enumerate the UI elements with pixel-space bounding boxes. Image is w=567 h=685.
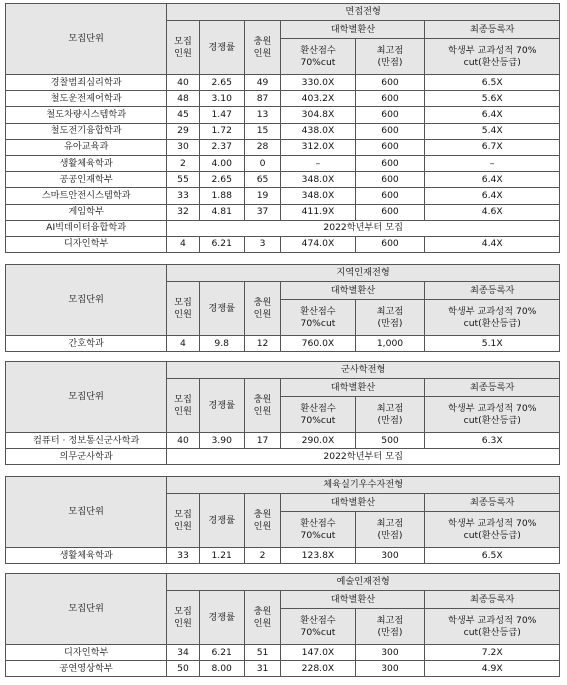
header-conversion-group: 대학별환산: [281, 21, 425, 39]
score-value: 228.0X: [281, 661, 355, 677]
unit-name: 의무군사학과: [6, 449, 167, 465]
header-max-line: 최고점: [376, 305, 404, 317]
score-value: 438.0X: [281, 123, 355, 139]
max-value: 1,000: [355, 336, 425, 352]
max-value: 500: [355, 433, 425, 449]
header-score-line: 70%cut: [300, 317, 336, 329]
added-value: 2: [244, 548, 281, 564]
section-title: 예술인재전형: [167, 574, 560, 591]
header-score-line: 70%cut: [300, 56, 336, 68]
section-table: [5, 3, 560, 253]
header-final: [425, 609, 560, 645]
score-value: 304.8X: [281, 107, 355, 123]
header-rate: 경쟁률: [199, 282, 244, 336]
final-value: –: [425, 155, 560, 171]
header-final: [425, 39, 560, 75]
header-score-line: 70%cut: [300, 414, 336, 426]
header-quota-line: 인원: [174, 520, 192, 532]
unit-name: 컴퓨터 · 정보통신군사학과: [6, 433, 167, 449]
header-max: [355, 397, 425, 433]
header-final: [425, 300, 560, 336]
table-row: [6, 548, 560, 564]
unit-name: 생활체육학과: [6, 548, 167, 564]
final-value: 6.4X: [425, 188, 560, 204]
score-value: 348.0X: [281, 172, 355, 188]
unit-name: AI빅데이터융합학과: [6, 220, 167, 236]
max-value: 600: [355, 236, 425, 252]
section-table: [5, 573, 560, 677]
table-row: [6, 172, 560, 188]
score-value: 348.0X: [281, 188, 355, 204]
header-added-line: 충원: [253, 296, 272, 308]
unit-name: 간호학과: [6, 336, 167, 352]
section-table: [5, 476, 560, 564]
header-score: [281, 609, 355, 645]
final-value: 7.2X: [425, 645, 560, 661]
quota-value: 33: [167, 548, 199, 564]
header-score-line: 환산점수: [300, 402, 336, 414]
header-conversion-group: 대학별환산: [281, 379, 425, 397]
rate-value: 3.10: [199, 91, 244, 107]
header-rate: 경쟁률: [199, 591, 244, 645]
header-added-line: 인원: [253, 520, 272, 532]
added-value: 49: [244, 75, 281, 91]
rate-value: 3.90: [199, 433, 244, 449]
max-value: 300: [355, 645, 425, 661]
header-unit: 모집단위: [6, 574, 167, 645]
header-added: [244, 591, 281, 645]
unit-name: 스마트안전시스템학과: [6, 188, 167, 204]
score-value: 330.0X: [281, 75, 355, 91]
header-max-line: 최고점: [376, 402, 404, 414]
final-value: 6.3X: [425, 433, 560, 449]
max-value: 600: [355, 123, 425, 139]
unit-name: 철도전기융합학과: [6, 123, 167, 139]
unit-name: 생활체육학과: [6, 155, 167, 171]
header-max-line: 최고점: [376, 614, 404, 626]
max-value: 600: [355, 204, 425, 220]
quota-value: 4: [167, 336, 199, 352]
header-max: [355, 300, 425, 336]
header-final-line: cut(환산등급): [463, 317, 521, 329]
added-value: 3: [244, 236, 281, 252]
score-value: 403.2X: [281, 91, 355, 107]
final-value: 4.6X: [425, 204, 560, 220]
header-final-line: cut(환산등급): [463, 414, 521, 426]
max-value: 600: [355, 188, 425, 204]
unit-name: 공연영상학부: [6, 661, 167, 677]
header-quota-line: 인원: [174, 47, 192, 59]
header-max-line: 최고점: [376, 44, 404, 56]
header-final-line: 학생부 교과성적 70%: [448, 305, 537, 317]
table-row: [6, 139, 560, 155]
header-score: [281, 300, 355, 336]
header-quota: [167, 282, 199, 336]
added-value: 28: [244, 139, 281, 155]
quota-value: 48: [167, 91, 199, 107]
quota-value: 55: [167, 172, 199, 188]
header-score-line: 환산점수: [300, 44, 336, 56]
score-value: 760.0X: [281, 336, 355, 352]
max-value: 600: [355, 91, 425, 107]
header-final-line: 학생부 교과성적 70%: [448, 614, 537, 626]
rate-value: 2.65: [199, 75, 244, 91]
added-value: 65: [244, 172, 281, 188]
header-final-group: 최종등록자: [425, 379, 560, 397]
final-value: 4.4X: [425, 236, 560, 252]
rate-value: 8.00: [199, 661, 244, 677]
table-row: [6, 336, 560, 352]
final-value: 5.6X: [425, 91, 560, 107]
header-unit: 모집단위: [6, 4, 167, 75]
header-max: [355, 39, 425, 75]
header-final: [425, 397, 560, 433]
added-value: 31: [244, 661, 281, 677]
rate-value: 4.00: [199, 155, 244, 171]
final-value: 6.4X: [425, 107, 560, 123]
score-value: 474.0X: [281, 236, 355, 252]
header-added: [244, 379, 281, 433]
header-added-line: 충원: [253, 393, 272, 405]
quota-value: 50: [167, 661, 199, 677]
rate-value: 1.88: [199, 188, 244, 204]
section-title: 지역인재전형: [167, 265, 560, 282]
max-value: 600: [355, 155, 425, 171]
header-added-line: 인원: [253, 47, 272, 59]
rate-value: 9.8: [199, 336, 244, 352]
header-final-line: 학생부 교과성적 70%: [448, 44, 537, 56]
header-quota: [167, 21, 199, 75]
score-value: –: [281, 155, 355, 171]
unit-name: 유아교육과: [6, 139, 167, 155]
quota-value: 40: [167, 75, 199, 91]
final-value: 6.4X: [425, 172, 560, 188]
unit-name: 공공인재학부: [6, 172, 167, 188]
unit-name: 디자인학부: [6, 236, 167, 252]
header-quota-line: 모집: [174, 296, 192, 308]
quota-value: 34: [167, 645, 199, 661]
header-max-line: (만점): [377, 414, 403, 426]
max-value: 600: [355, 139, 425, 155]
recruit-note: 2022학년부터 모집: [167, 449, 560, 465]
table-row: [6, 75, 560, 91]
final-value: 4.9X: [425, 661, 560, 677]
table-row: [6, 433, 560, 449]
header-max-line: (만점): [377, 529, 403, 541]
added-value: 0: [244, 155, 281, 171]
rate-value: 2.65: [199, 172, 244, 188]
max-value: 600: [355, 75, 425, 91]
rate-value: 1.21: [199, 548, 244, 564]
header-quota-line: 인원: [174, 405, 192, 417]
header-quota: [167, 379, 199, 433]
table-row: [6, 91, 560, 107]
rate-value: 1.47: [199, 107, 244, 123]
rate-value: 6.21: [199, 236, 244, 252]
score-value: 290.0X: [281, 433, 355, 449]
header-score-line: 70%cut: [300, 529, 336, 541]
table-row: [6, 236, 560, 252]
quota-value: 32: [167, 204, 199, 220]
header-added-line: 인원: [253, 617, 272, 629]
rate-value: 4.81: [199, 204, 244, 220]
header-max-line: (만점): [377, 56, 403, 68]
table-row: [6, 123, 560, 139]
header-rate: 경쟁률: [199, 379, 244, 433]
header-quota: [167, 591, 199, 645]
header-final-line: cut(환산등급): [463, 626, 521, 638]
added-value: 51: [244, 645, 281, 661]
table-row: [6, 449, 560, 465]
recruit-note: 2022학년부터 모집: [167, 220, 560, 236]
unit-name: 철도운전제어학과: [6, 91, 167, 107]
final-value: 6.7X: [425, 139, 560, 155]
section-title: 면접전형: [167, 4, 560, 21]
max-value: 600: [355, 107, 425, 123]
added-value: 19: [244, 188, 281, 204]
quota-value: 4: [167, 236, 199, 252]
header-quota-line: 모집: [174, 35, 192, 47]
header-score: [281, 397, 355, 433]
header-conversion-group: 대학별환산: [281, 494, 425, 512]
table-row: [6, 661, 560, 677]
header-final: [425, 512, 560, 548]
header-rate: 경쟁률: [199, 21, 244, 75]
header-added-line: 충원: [253, 605, 272, 617]
table-row: [6, 188, 560, 204]
header-quota-line: 인원: [174, 617, 192, 629]
header-rate: 경쟁률: [199, 494, 244, 548]
header-score: [281, 512, 355, 548]
header-final-line: 학생부 교과성적 70%: [448, 517, 537, 529]
added-value: 13: [244, 107, 281, 123]
score-value: 312.0X: [281, 139, 355, 155]
header-added-line: 충원: [253, 508, 272, 520]
added-value: 37: [244, 204, 281, 220]
header-added-line: 충원: [253, 35, 272, 47]
score-value: 123.8X: [281, 548, 355, 564]
quota-value: 30: [167, 139, 199, 155]
header-final-line: 학생부 교과성적 70%: [448, 402, 537, 414]
header-quota-line: 인원: [174, 308, 192, 320]
header-added-line: 인원: [253, 405, 272, 417]
header-max: [355, 512, 425, 548]
header-quota: [167, 494, 199, 548]
header-final-group: 최종등록자: [425, 282, 560, 300]
rate-value: 1.72: [199, 123, 244, 139]
max-value: 300: [355, 661, 425, 677]
header-final-line: cut(환산등급): [463, 56, 521, 68]
header-final-group: 최종등록자: [425, 591, 560, 609]
header-final-group: 최종등록자: [425, 21, 560, 39]
header-added: [244, 21, 281, 75]
unit-name: 디자인학부: [6, 645, 167, 661]
score-value: 411.9X: [281, 204, 355, 220]
section-table: [5, 361, 560, 465]
added-value: 87: [244, 91, 281, 107]
header-conversion-group: 대학별환산: [281, 282, 425, 300]
header-unit: 모집단위: [6, 362, 167, 433]
header-max: [355, 609, 425, 645]
header-conversion-group: 대학별환산: [281, 591, 425, 609]
max-value: 300: [355, 548, 425, 564]
header-score-line: 70%cut: [300, 626, 336, 638]
table-row: [6, 155, 560, 171]
quota-value: 33: [167, 188, 199, 204]
final-value: 5.1X: [425, 336, 560, 352]
table-row: [6, 107, 560, 123]
header-max-line: 최고점: [376, 517, 404, 529]
score-value: 147.0X: [281, 645, 355, 661]
header-unit: 모집단위: [6, 477, 167, 548]
section-title: 체육실기우수자전형: [167, 477, 560, 494]
section-title: 군사학전형: [167, 362, 560, 379]
quota-value: 40: [167, 433, 199, 449]
added-value: 17: [244, 433, 281, 449]
table-row: [6, 220, 560, 236]
header-quota-line: 모집: [174, 393, 192, 405]
header-added: [244, 494, 281, 548]
quota-value: 2: [167, 155, 199, 171]
header-max-line: (만점): [377, 626, 403, 638]
unit-name: 게임학부: [6, 204, 167, 220]
header-score-line: 환산점수: [300, 305, 336, 317]
unit-name: 경찰범죄심리학과: [6, 75, 167, 91]
header-quota-line: 모집: [174, 605, 192, 617]
final-value: 6.5X: [425, 75, 560, 91]
header-added: [244, 282, 281, 336]
header-added-line: 인원: [253, 308, 272, 320]
header-quota-line: 모집: [174, 508, 192, 520]
unit-name: 철도차량시스템학과: [6, 107, 167, 123]
rate-value: 6.21: [199, 645, 244, 661]
added-value: 15: [244, 123, 281, 139]
header-unit: 모집단위: [6, 265, 167, 336]
section-table: [5, 264, 560, 352]
header-max-line: (만점): [377, 317, 403, 329]
header-final-line: cut(환산등급): [463, 529, 521, 541]
header-score: [281, 39, 355, 75]
max-value: 600: [355, 172, 425, 188]
table-row: [6, 204, 560, 220]
header-final-group: 최종등록자: [425, 494, 560, 512]
table-row: [6, 645, 560, 661]
quota-value: 45: [167, 107, 199, 123]
final-value: 6.5X: [425, 548, 560, 564]
quota-value: 29: [167, 123, 199, 139]
rate-value: 2.37: [199, 139, 244, 155]
header-score-line: 환산점수: [300, 614, 336, 626]
final-value: 5.4X: [425, 123, 560, 139]
added-value: 12: [244, 336, 281, 352]
header-score-line: 환산점수: [300, 517, 336, 529]
